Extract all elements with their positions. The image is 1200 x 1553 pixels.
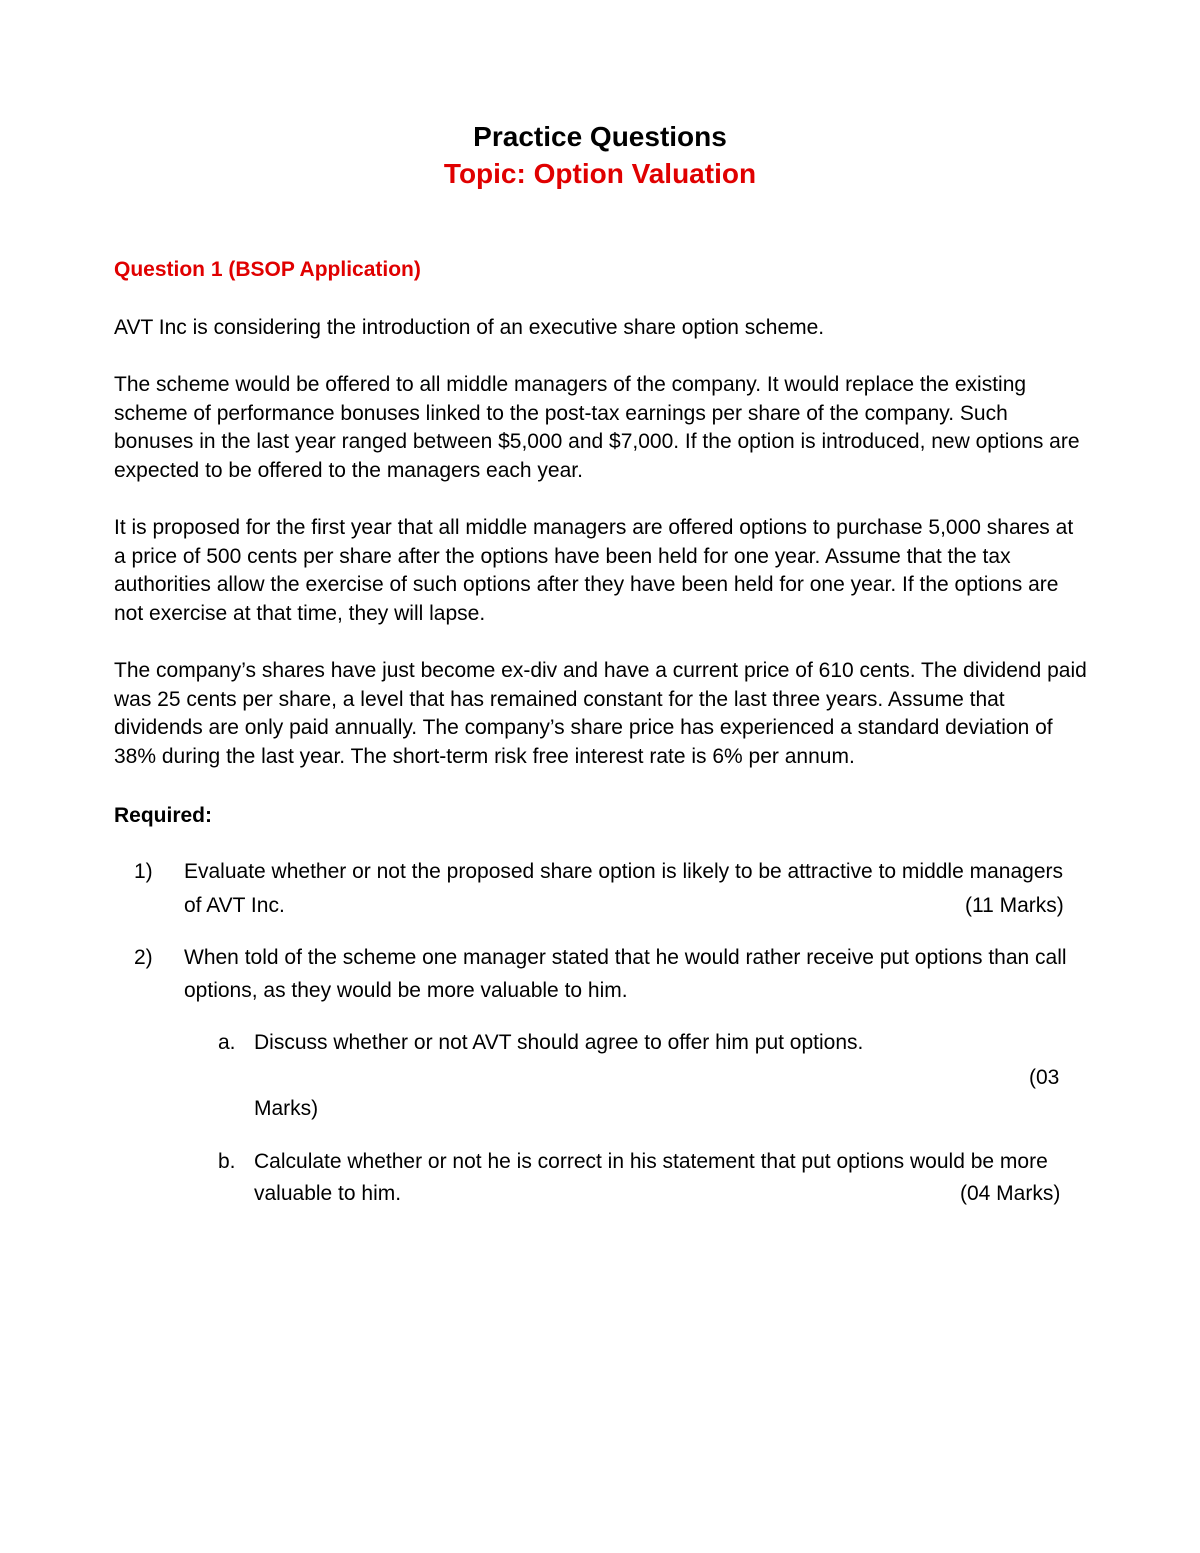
paragraph-line: It is proposed for the first year that all middle managers are offered options to purchase 5,000 shares at [114, 516, 1074, 539]
item-number: 2) [134, 946, 153, 969]
marks-label-close: Marks) [254, 1097, 319, 1120]
paragraph-share-price [114, 657, 1124, 771]
paragraph-line: not exercise at that time, they will lapse. [114, 601, 486, 625]
topic-title: Topic: Option Valuation [443, 158, 757, 189]
paragraph-line: scheme of performance bonuses linked to the post-tax earnings per share of the company. Such [114, 401, 1008, 425]
paragraph-line: 38% during the last year. The short-term risk free interest rate is 6% per annum. [114, 744, 855, 768]
paragraph-line: The scheme would be offered to all middle managers of the company. It would replace the existing [114, 373, 1027, 396]
paragraph-line: was 25 cents per share, a level that has remained constant for the last three years. Assume that [114, 687, 1005, 711]
paragraph-scheme [114, 371, 1124, 485]
paragraph-line: The company’s shares have just become ex-div and have a current price of 610 cents. The dividend paid [114, 659, 1087, 682]
page-title: Practice Questions [473, 121, 727, 152]
required-label: Required: [114, 804, 213, 827]
sub-item-text: Discuss whether or not AVT should agree to offer him put options. [254, 1031, 864, 1054]
paragraph-line: a price of 500 cents per share after the options have been held for one year. Assume that the tax [114, 544, 1011, 568]
paragraph-line: dividends are only paid annually. The company’s share price has experienced a standard deviation of [114, 716, 1053, 740]
marks-label: (11 Marks) [965, 894, 1064, 917]
paragraph-line: authorities allow the exercise of such options after they have been held for one year. If the options are [114, 573, 1059, 597]
sub-item-letter: a. [218, 1031, 236, 1054]
item-number: 1) [134, 860, 153, 883]
item-text-line: options, as they would be more valuable to him. [184, 979, 628, 1002]
marks-label-open: (03 [1029, 1066, 1060, 1089]
question-heading: Question 1 (BSOP Application) [114, 258, 421, 281]
item-text-line: Evaluate whether or not the proposed share option is likely to be attractive to middle managers [184, 860, 1063, 883]
marks-label: (04 Marks) [960, 1182, 1061, 1205]
paragraph-intro [114, 314, 1124, 343]
sub-item-letter: b. [218, 1150, 236, 1173]
item-text-line: of AVT Inc. [184, 894, 285, 917]
item-text-line: When told of the scheme one manager stated that he would rather receive put options than call [184, 946, 1067, 969]
sub-item-text-line: valuable to him. [254, 1182, 402, 1205]
paragraph-line: bonuses in the last year ranged between $5,000 and $7,000. If the option is introduced, new options are [114, 430, 1080, 454]
paragraph-proposal [114, 514, 1124, 628]
sub-item-text-line: Calculate whether or not he is correct in his statement that put options would be more [254, 1150, 1048, 1173]
paragraph-line: AVT Inc is considering the introduction of an executive share option scheme. [114, 316, 825, 339]
paragraph-line: expected to be offered to the managers each year. [114, 458, 583, 482]
